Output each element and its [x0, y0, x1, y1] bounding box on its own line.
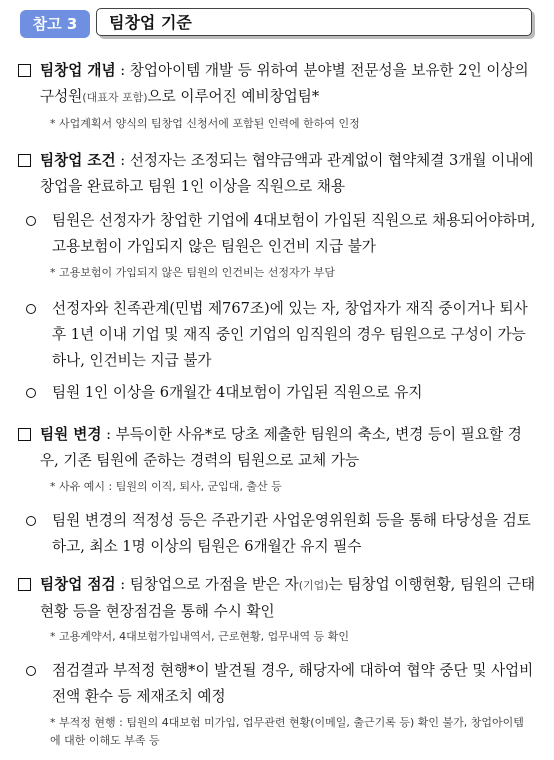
keyword: 팀창업 조건 — [40, 152, 116, 169]
list-item — [26, 208, 538, 260]
circle-bullet-icon — [26, 516, 36, 526]
keyword: 팀원 변경 — [40, 426, 102, 443]
list-item — [26, 658, 538, 710]
footnote: * 사업계획서 양식의 팀창업 신청서에 포함된 인력에 한하여 인정 — [50, 117, 360, 130]
list-item-text: 팀원 변경의 적정성 등은 주관기관 사업운영위원회 등을 통해 타당성을 검토하고, 최소 1명 이상의 팀원은 6개월간 유지 필수 — [52, 512, 531, 555]
square-bullet-icon — [18, 428, 31, 441]
circle-bullet-icon — [26, 216, 36, 226]
section-header — [0, 8, 554, 40]
text: : 부득이한 사유*로 당초 제출한 팀원의 축소, 변경 등이 필요할 경우, 기존 팀원에 준하는 경력의 팀원으로 교체 가능 — [40, 426, 522, 469]
keyword: 팀창업 점검 — [40, 576, 116, 593]
section-team-startup-inspection — [18, 572, 538, 625]
text: : 창업아이템 개발 등 위하여 분야별 전문성을 보유한 2인 이상의 구성원 — [40, 62, 529, 105]
square-bullet-icon — [18, 64, 31, 77]
text: : 선정자는 조정되는 협약금액과 관계없이 협약체결 3개월 이내에 창업을 완료하고 팀원 1인 이상을 직원으로 채용 — [40, 152, 534, 195]
square-bullet-icon — [18, 578, 31, 591]
circle-bullet-icon — [26, 666, 36, 676]
section-team-startup-concept — [18, 58, 538, 111]
footnote: * 부적정 현행 : 팀원의 4대보험 미가입, 업무관련 현황(이메일, 출근기록 등) 확인 불가, 창업아이템에 대한 이해도 부족 등 — [50, 716, 524, 747]
section-text — [40, 148, 538, 200]
list-item-text: 점검결과 부적정 현행*이 발견될 경우, 해당자에 대하여 협약 중단 및 사업비 전액 환수 등 제재조치 예정 — [52, 662, 534, 705]
section-text — [40, 572, 538, 625]
text: : 팀창업으로 가점을 받은 자 — [115, 576, 299, 593]
reference-badge: 참고 3 — [20, 10, 90, 38]
section-text — [40, 422, 538, 474]
list-item-text: 팀원은 선정자가 창업한 기업에 4대보험이 가입된 직원으로 채용되어야하며, 고용보험이 가입되지 않은 팀원은 인건비 지급 불가 — [52, 212, 536, 255]
list-item-text: 선정자와 친족관계(민법 제767조)에 있는 자, 창업자가 재직 중이거나 퇴사 후 1년 이내 기업 및 재직 중인 기업의 임직원의 경우 팀원으로 구성이 가능하나, 인건비는 지급 불가 — [52, 300, 528, 369]
square-bullet-icon — [18, 154, 31, 167]
small-text: (대표자 포함) — [82, 91, 148, 104]
list-item — [26, 296, 538, 374]
list-item — [26, 380, 538, 406]
circle-bullet-icon — [26, 304, 36, 314]
section-team-member-change — [18, 422, 538, 474]
section-team-startup-conditions — [18, 148, 538, 200]
footnote: * 고용계약서, 4대보험가입내역서, 근로현황, 업무내역 등 확인 — [50, 630, 349, 643]
list-item — [26, 508, 538, 560]
text: 는 팀창업 이행현황, 팀원의 근태현황 등을 현장점검을 통해 수시 확인 — [40, 576, 536, 620]
page-title: 팀창업 기준 — [96, 8, 532, 36]
footnote: * 고용보험이 가입되지 않은 팀원의 인건비는 선정자가 부담 — [50, 266, 335, 279]
list-item-text: 팀원 1인 이상을 6개월간 4대보험이 가입된 직원으로 유지 — [52, 384, 423, 401]
footnote: * 사유 예시 : 팀원의 이직, 퇴사, 군입대, 출산 등 — [50, 480, 282, 493]
text: 으로 이루어진 예비창업팀* — [147, 88, 320, 105]
circle-bullet-icon — [26, 388, 36, 398]
keyword: 팀창업 개념 — [40, 62, 116, 79]
section-text — [40, 58, 538, 111]
small-text: (기업) — [298, 579, 329, 592]
